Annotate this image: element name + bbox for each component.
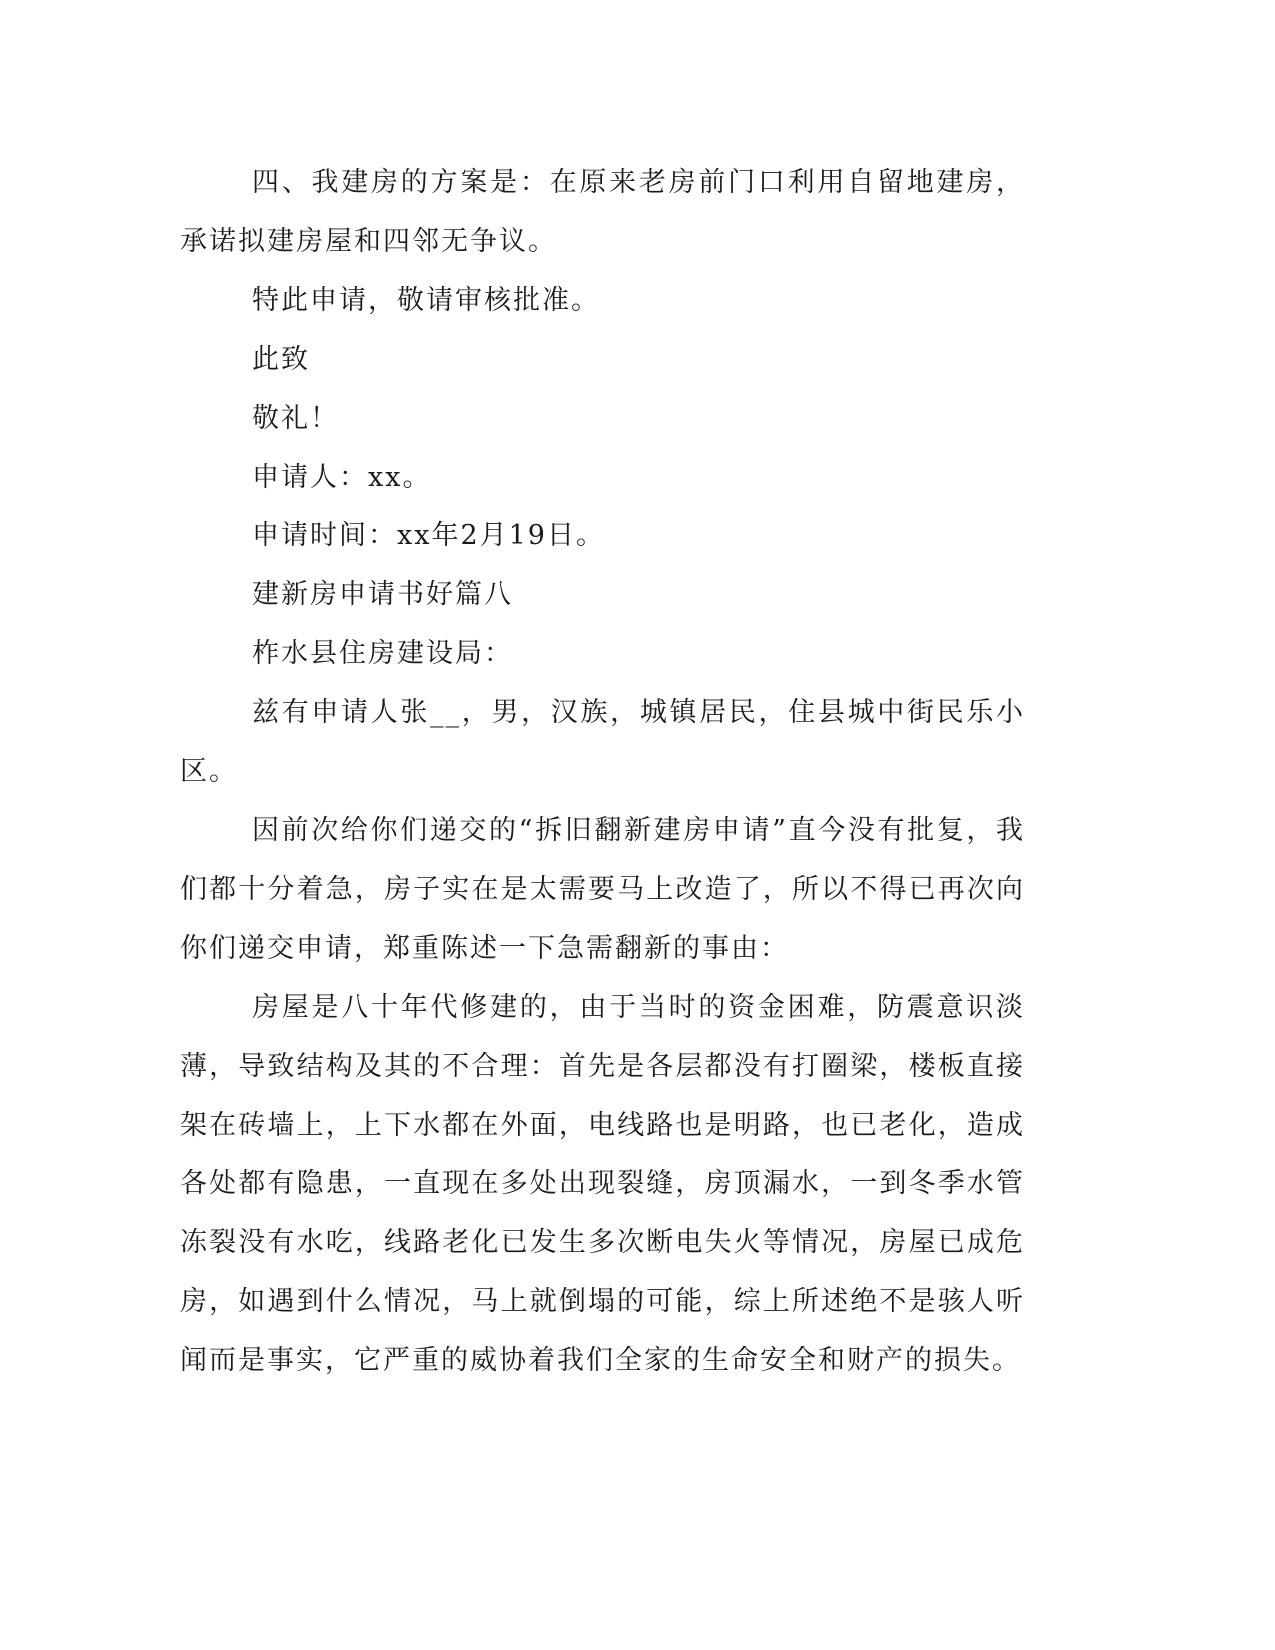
section-heading: 建新房申请书好篇八 — [252, 579, 513, 611]
paragraph-application-date: 申请时间：xx年2月19日。 — [252, 520, 605, 552]
paragraph-building-plan: 四、我建房的方案是：在原来老房前门口利用自留地建房，承诺拟建房屋和四邻无争议。 — [180, 167, 1025, 257]
paragraph-regards: 敬礼！ — [252, 402, 339, 434]
paragraph-applicant-info: 兹有申请人张__，男，汉族，城镇居民，住县城中街民乐小区。 — [180, 697, 1025, 788]
paragraph-applicant: 申请人：xx。 — [252, 461, 432, 493]
document-body — [180, 154, 1025, 1391]
paragraph-addressee: 柞水县住房建设局： — [252, 638, 513, 670]
paragraph-house-condition: 房屋是八十年代修建的，由于当时的资金困难，防震意识淡薄，导致结构及其的不合理：首先是各层都没有打圈梁，楼板直接架在砖墙上，上下水都在外面，电线路也是明路，也已老化，造成各处都有隐患，一直现在多处出现裂缝，房顶漏水，一到冬季水管冻裂没有水吃，线路老化已发生多次断电失火等情况，房屋已成危房，如遇到什么情况，马上就倒塌的可能，综上所述绝不是骇人听闻而是事实，它严重的威协着我们全家的生命安全和财产的损失。 — [180, 991, 1025, 1377]
paragraph-request-approval: 特此申请，敬请审核批准。 — [252, 284, 600, 316]
paragraph-salutation: 此致 — [252, 343, 310, 375]
paragraph-reason-intro: 因前次给你们递交的“拆旧翻新建房申请”直今没有批复，我们都十分着急，房子实在是太需要马上改造了，所以不得已再次向你们递交申请，郑重陈述一下急需翻新的事由： — [180, 814, 1025, 964]
